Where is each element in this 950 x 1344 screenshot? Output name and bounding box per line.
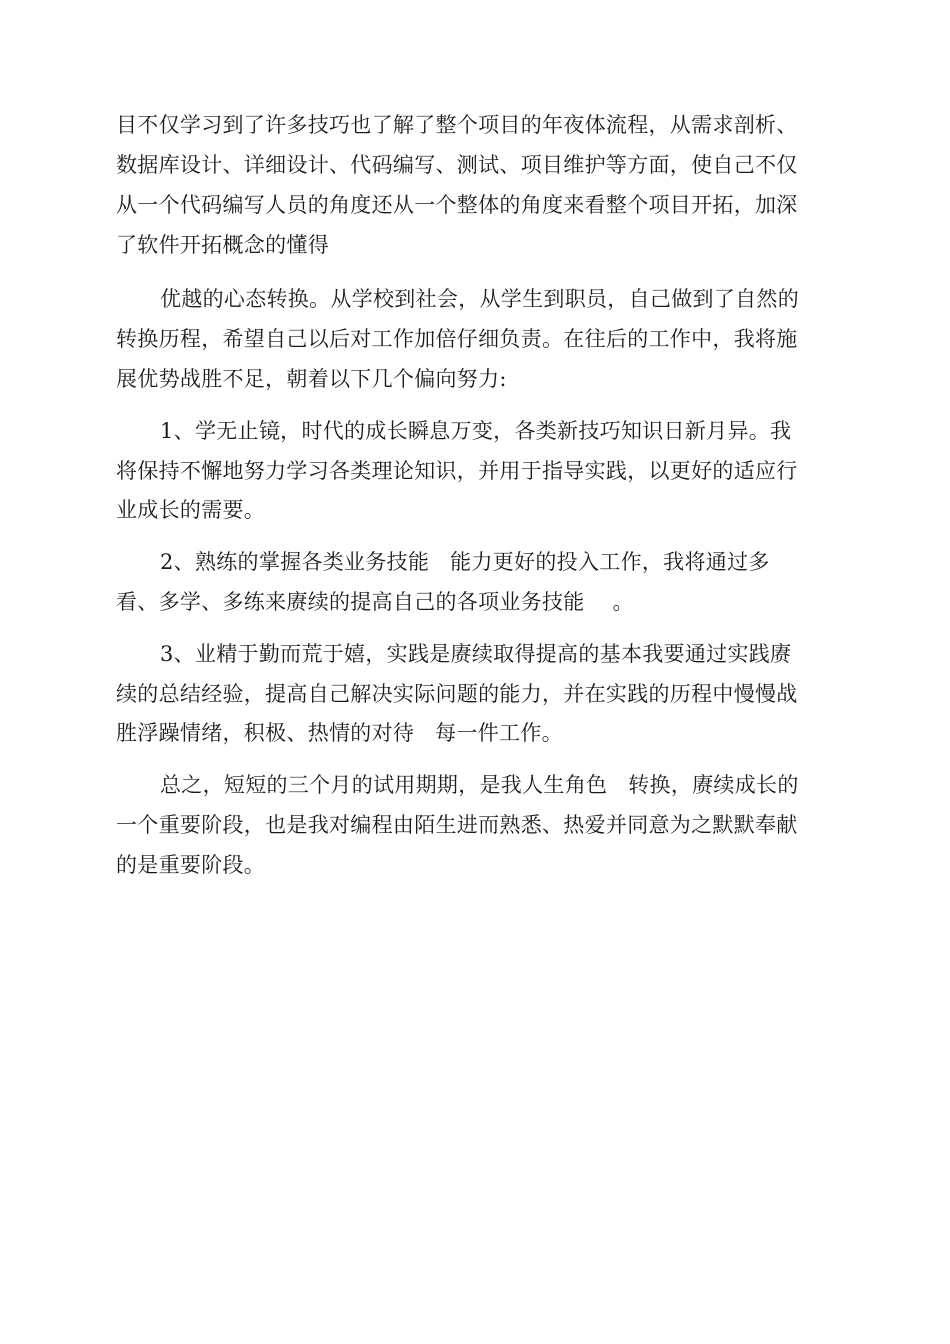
paragraph-5-line-2: 续的总结经验，提高自己解决实际问题的能力，并在实践的历程中慢慢战 [116,682,798,706]
paragraph-2-line-1: 优越的心态转换。从学校到社会，从学生到职员，自己做到了自然的 [160,287,799,311]
paragraph-1-line-1: 目不仅学习到了许多技巧也了解了整个项目的年夜体流程，从需求剖析、 [116,113,798,137]
paragraph-1-line-4: 了软件开拓概念的懂得 [116,233,329,257]
paragraph-5-line-3: 胜浮躁情绪，积极、热情的对待 每一件工作。 [116,721,563,745]
paragraph-3-line-2: 将保持不懈地努力学习各类理论知识，并用于指导实践，以更好的适应行 [116,459,798,483]
paragraph-4-line-2: 看、多学、多练来赓续的提高自己的各项业务技能 。 [116,590,634,614]
paragraph-2-line-2: 转换历程，希望自己以后对工作加倍仔细负责。在往后的工作中，我将施 [116,327,798,351]
paragraph-1-line-2: 数据库设计、详细设计、代码编写、测试、项目维护等方面，使自己不仅 [116,153,798,177]
paragraph-6-line-3: 的是重要阶段。 [116,853,266,877]
paragraph-5-line-1: 3、业精于勤而荒于嬉，实践是赓续取得提高的基本我要通过实践赓 [160,642,792,666]
paragraph-6-line-1: 总之，短短的三个月的试用期期，是我人生角色 转换，赓续成长的 [160,773,799,797]
paragraph-2-line-3: 展优势战胜不足，朝着以下几个偏向努力: [116,367,507,391]
paragraph-6-line-2: 一个重要阶段，也是我对编程由陌生进而熟悉、热爱并同意为之默默奉献 [116,813,798,837]
paragraph-1-line-3: 从一个代码编写人员的角度还从一个整体的角度来看整个项目开拓，加深 [116,193,798,217]
paragraph-3-line-3: 业成长的需要。 [116,498,266,522]
paragraph-3-line-1: 1、学无止镜，时代的成长瞬息万变，各类新技巧知识日新月异。我 [160,419,792,443]
paragraph-4-line-1: 2、熟练的掌握各类业务技能 能力更好的投入工作，我将通过多 [160,550,770,574]
